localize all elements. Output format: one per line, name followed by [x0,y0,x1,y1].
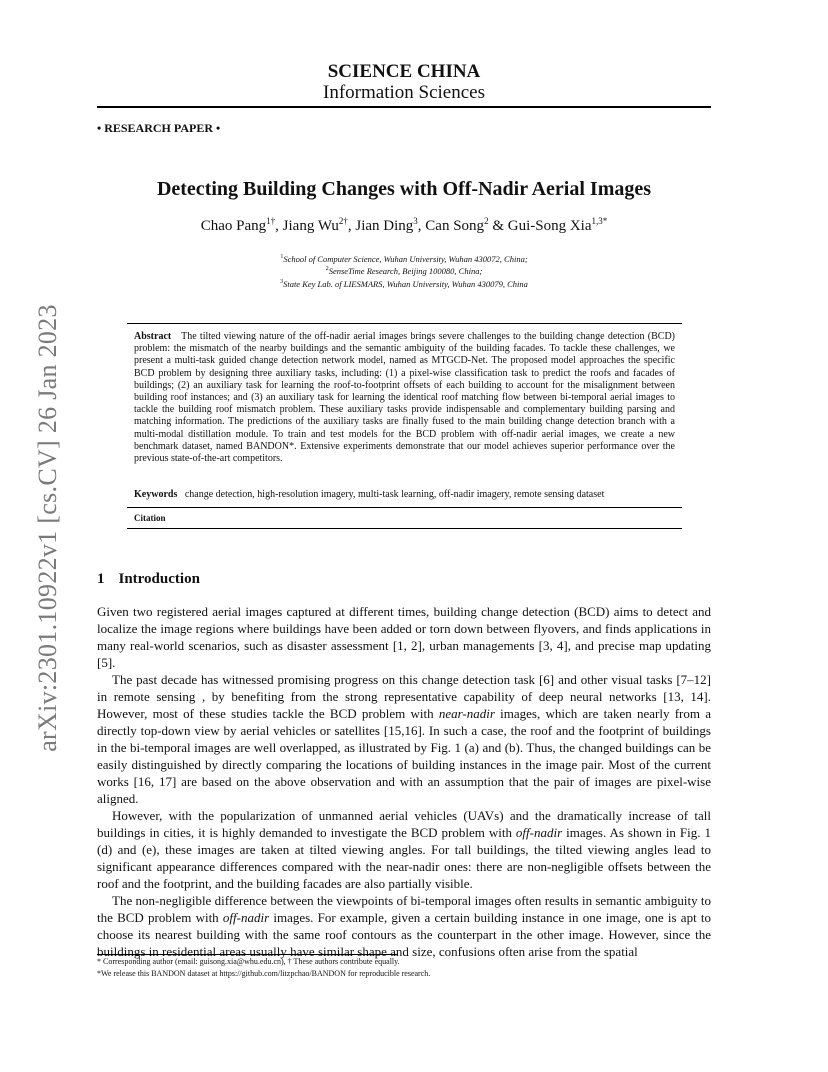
footnote-dataset: *We release this BANDON dataset at https://github.com/litzpchao/BANDON for reproducible research. [97,969,431,978]
paragraph-text: However, with the popularization of unmanned aerial vehicles (UAVs) and the dramatically increase of tall buildings in cities, it is highly demanded to investigate the BCD problem with [97,808,711,840]
abstract-label: Abstract [134,331,172,342]
abstract-text: The tilted viewing nature of the off-nadir aerial images brings severe challenges to the building change detection (BCD) problem: the mismatch of the nearby buildings and the semantic ambiguity of the building facades. To tackle these challenges, we present a multi-task guided change detection network model, named as MTGCD-Net. The proposed model approaches the specific BCD problem by designing three auxiliary tasks, including: (1) a pixel-wise classification task to predict the roofs and facades of buildings; (2) an auxiliary task for learning the roof-to-footprint offsets of each building to account for the misalignment between building roof instances; and (3) an auxiliary task for learning the identical roof matching flow between bi-temporal aerial images to tackle the building roof mismatch problem. These auxiliary tasks provide indispensable and complementary building parsing and matching information. The predictions of the auxiliary tasks are finally fused to the main building change detection branch with a multi-modal distillation module. To train and test models for the BCD problem with off-nadir aerial images, we create a new benchmark dataset, named BANDON*. Extensive experiments demonstrate that our model achieves superior performance over the previous state-of-the-art competitors. [134,331,675,465]
author-name: Jiang Wu [282,218,339,234]
footnote-rule [97,954,397,955]
italic-term: near-nadir [438,706,495,721]
author-list: Chao Pang$^{1\dagger}$, Jiang $Wu^{2\dagger}$, Jian Ding$^3$, Can Song$^2$ & Gui-Song Xia$^{1,3*}$ [200,216,608,234]
paper-type-tag: • RESEARCH PAPER • [97,121,221,135]
journal-name: SCIENCE CHINA [327,61,481,82]
paragraph-text: images. For example, given a certain building instance in one image, one is apt to choose its nearest building with the same roof contours as the counterpart in the other image. However, since the buildings in residential areas usually have similar shape and size, confusions often arise from the spatial [97,910,711,959]
author-name: Gui-Song Xia [507,218,592,234]
affiliation-2: $^2$SenseTime Research, Beijing 100080, China; [325,266,483,276]
author-affiliation-mark: 2† [338,216,348,226]
affiliation-3: $^3$State Key Lab. of LIESMARS, Wuhan University, Wuhan 430079, China [280,279,528,289]
keywords-text: change detection, high-resolution imagery, multi-task learning, off-nadir imagery, remote sensing dataset [184,489,605,500]
section-heading [97,571,214,588]
italic-term: off-nadir [515,825,563,840]
author-name: Chao Pang [200,218,267,234]
body-text [97,603,711,960]
author-name: Jian Ding [355,218,414,234]
keywords-label: Keywords [134,489,178,500]
author-affiliation-mark: 3 [413,216,418,226]
paragraph-text: images, which are taken nearly from a directly top-down view by aerial vehicles or satellites [15,16]. In such a case, the roof and the footprint of buildings in the bi-temporal images are well overlapped, as illustrated by Fig. 1 (a) and (b). Thus, the changed buildings can be easily distinguished by directly comparing the locations of building instances in the image pair. Most of the current works [16, 17] are based on the above observation and with an assumption that the pair of images are pixel-wise aligned. [97,706,711,806]
paragraph-text: Given two registered aerial images captured at different times, building change detection (BCD) aims to detect and localize the image regions where buildings have been added or torn down between flyovers, and finds applications in many real-world scenarios, such as disaster assessment [1, 2], urban managements [3, 4], and precise map updating [5]. [97,604,711,670]
affiliation-1: $^1$School of Computer Science, Wuhan University, Wuhan 430072, China; [280,254,528,264]
section-number: 1 [97,571,105,587]
italic-term: off-nadir [222,910,270,925]
body-paragraph [97,671,711,807]
abstract-top-rule [127,323,682,324]
paragraph-text: The non-negligible difference between the viewpoints of bi-temporal images often results in semantic ambiguity to the BCD problem with [97,893,711,925]
keywords-rule [127,507,682,508]
journal-subtitle: Information Sciences [323,82,485,103]
arxiv-identifier-stamp: arXiv:2301.10922v1 [cs.CV] 26 Jan 2023 [33,304,62,752]
author-affiliation-mark: 2 [484,216,489,226]
section-title: Introduction [118,571,200,587]
citation-label: Citation [134,513,166,523]
body-paragraph [97,807,711,892]
body-paragraph [97,603,711,671]
author-name: Can Song [425,218,485,234]
keywords [134,489,675,500]
author-affiliation-mark: 1† [266,216,276,226]
footnote-corresponding: * Corresponding author (email: guisong.xia@whu.edu.cn), † These authors contribute equally. [97,957,400,966]
paragraph-text: The past decade has witnessed promising progress on this change detection task [6] and other visual tasks [7–12] in remote sensing , by benefiting from the strong representative capability of deep neural networks [13, 14]. However, most of these studies tackle the BCD problem with [97,672,711,721]
body-paragraph [97,892,711,960]
header-rule [97,106,711,108]
abstract-bottom-rule [127,528,682,529]
paper-title: Detecting Building Changes with Off-Nadir Aerial Images [156,178,652,200]
abstract [134,331,675,465]
paragraph-text: images. As shown in Fig. 1 (d) and (e), these images are taken at tilted viewing angles. For tall buildings, the tilted viewing angles lead to significant appearance differences compared with the near-nadir ones: there are non-negligible offsets between the roof and the footprint, and the building facades are also partially visible. [97,825,711,891]
author-affiliation-mark: 1,3* [591,216,608,226]
